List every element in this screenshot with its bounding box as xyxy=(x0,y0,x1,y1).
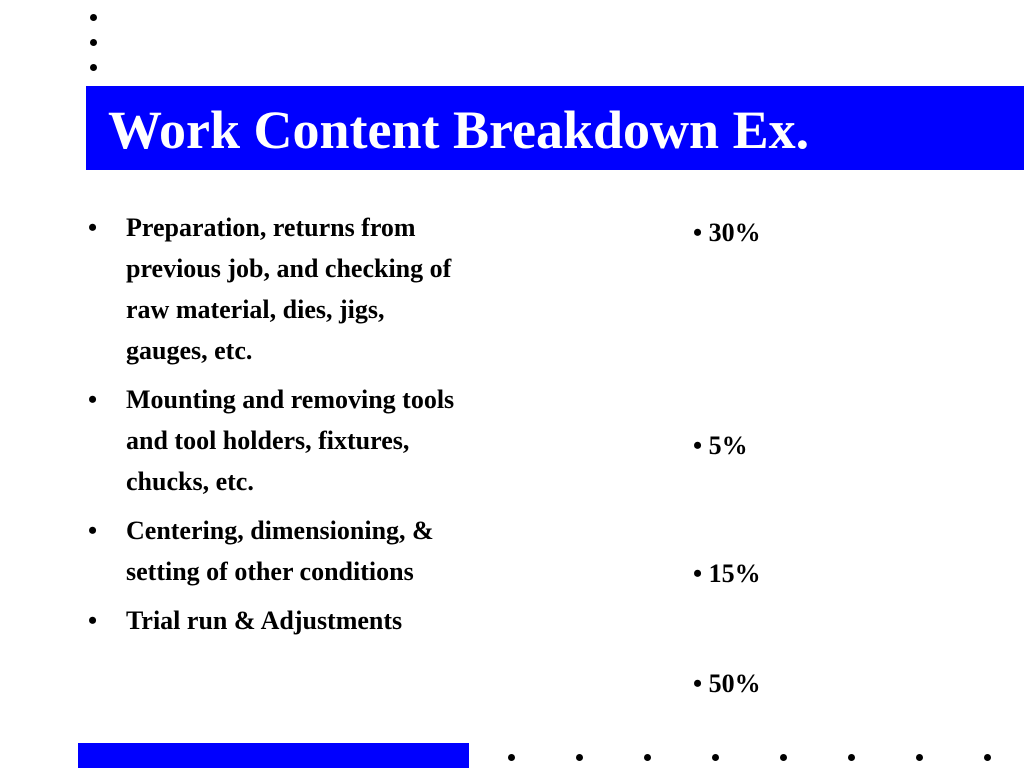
decorative-dot xyxy=(508,754,515,761)
decorative-dot xyxy=(90,14,97,21)
bullet-marker: • xyxy=(88,385,98,414)
decorative-dot xyxy=(916,754,923,761)
percentage-value: • 50% xyxy=(693,669,761,698)
list-item-text: Mounting and removing tools and tool holders, fixtures, chucks, etc. xyxy=(126,385,455,496)
percentage-value: • 15% xyxy=(693,559,761,588)
list-item-text: Centering, dimensioning, & setting of other conditions xyxy=(126,516,434,586)
bullet-marker: • xyxy=(88,516,98,545)
list-item-text: Trial run & Adjustments xyxy=(126,606,403,635)
list-item xyxy=(88,207,508,371)
list-item xyxy=(88,510,508,592)
decorative-dot xyxy=(848,754,855,761)
decorative-dot xyxy=(712,754,719,761)
percentage-value: • 5% xyxy=(693,431,748,460)
decorative-dot xyxy=(90,39,97,46)
work-content-list xyxy=(88,207,508,649)
decorative-dot xyxy=(780,754,787,761)
slide-title: Work Content Breakdown Ex. xyxy=(108,100,810,160)
decorative-dot xyxy=(90,64,97,71)
decorative-dot xyxy=(644,754,651,761)
title-banner xyxy=(86,86,1024,170)
percentage-value: • 30% xyxy=(693,218,761,247)
footer-accent-bar xyxy=(78,743,469,768)
list-item-text: Preparation, returns from previous job, and checking of raw material, dies, jigs, gauges, etc. xyxy=(126,213,452,365)
bullet-marker: • xyxy=(88,213,98,242)
list-item xyxy=(88,379,508,502)
list-item xyxy=(88,600,508,641)
bullet-marker: • xyxy=(88,606,98,635)
decorative-dot xyxy=(984,754,991,761)
decorative-dot xyxy=(576,754,583,761)
